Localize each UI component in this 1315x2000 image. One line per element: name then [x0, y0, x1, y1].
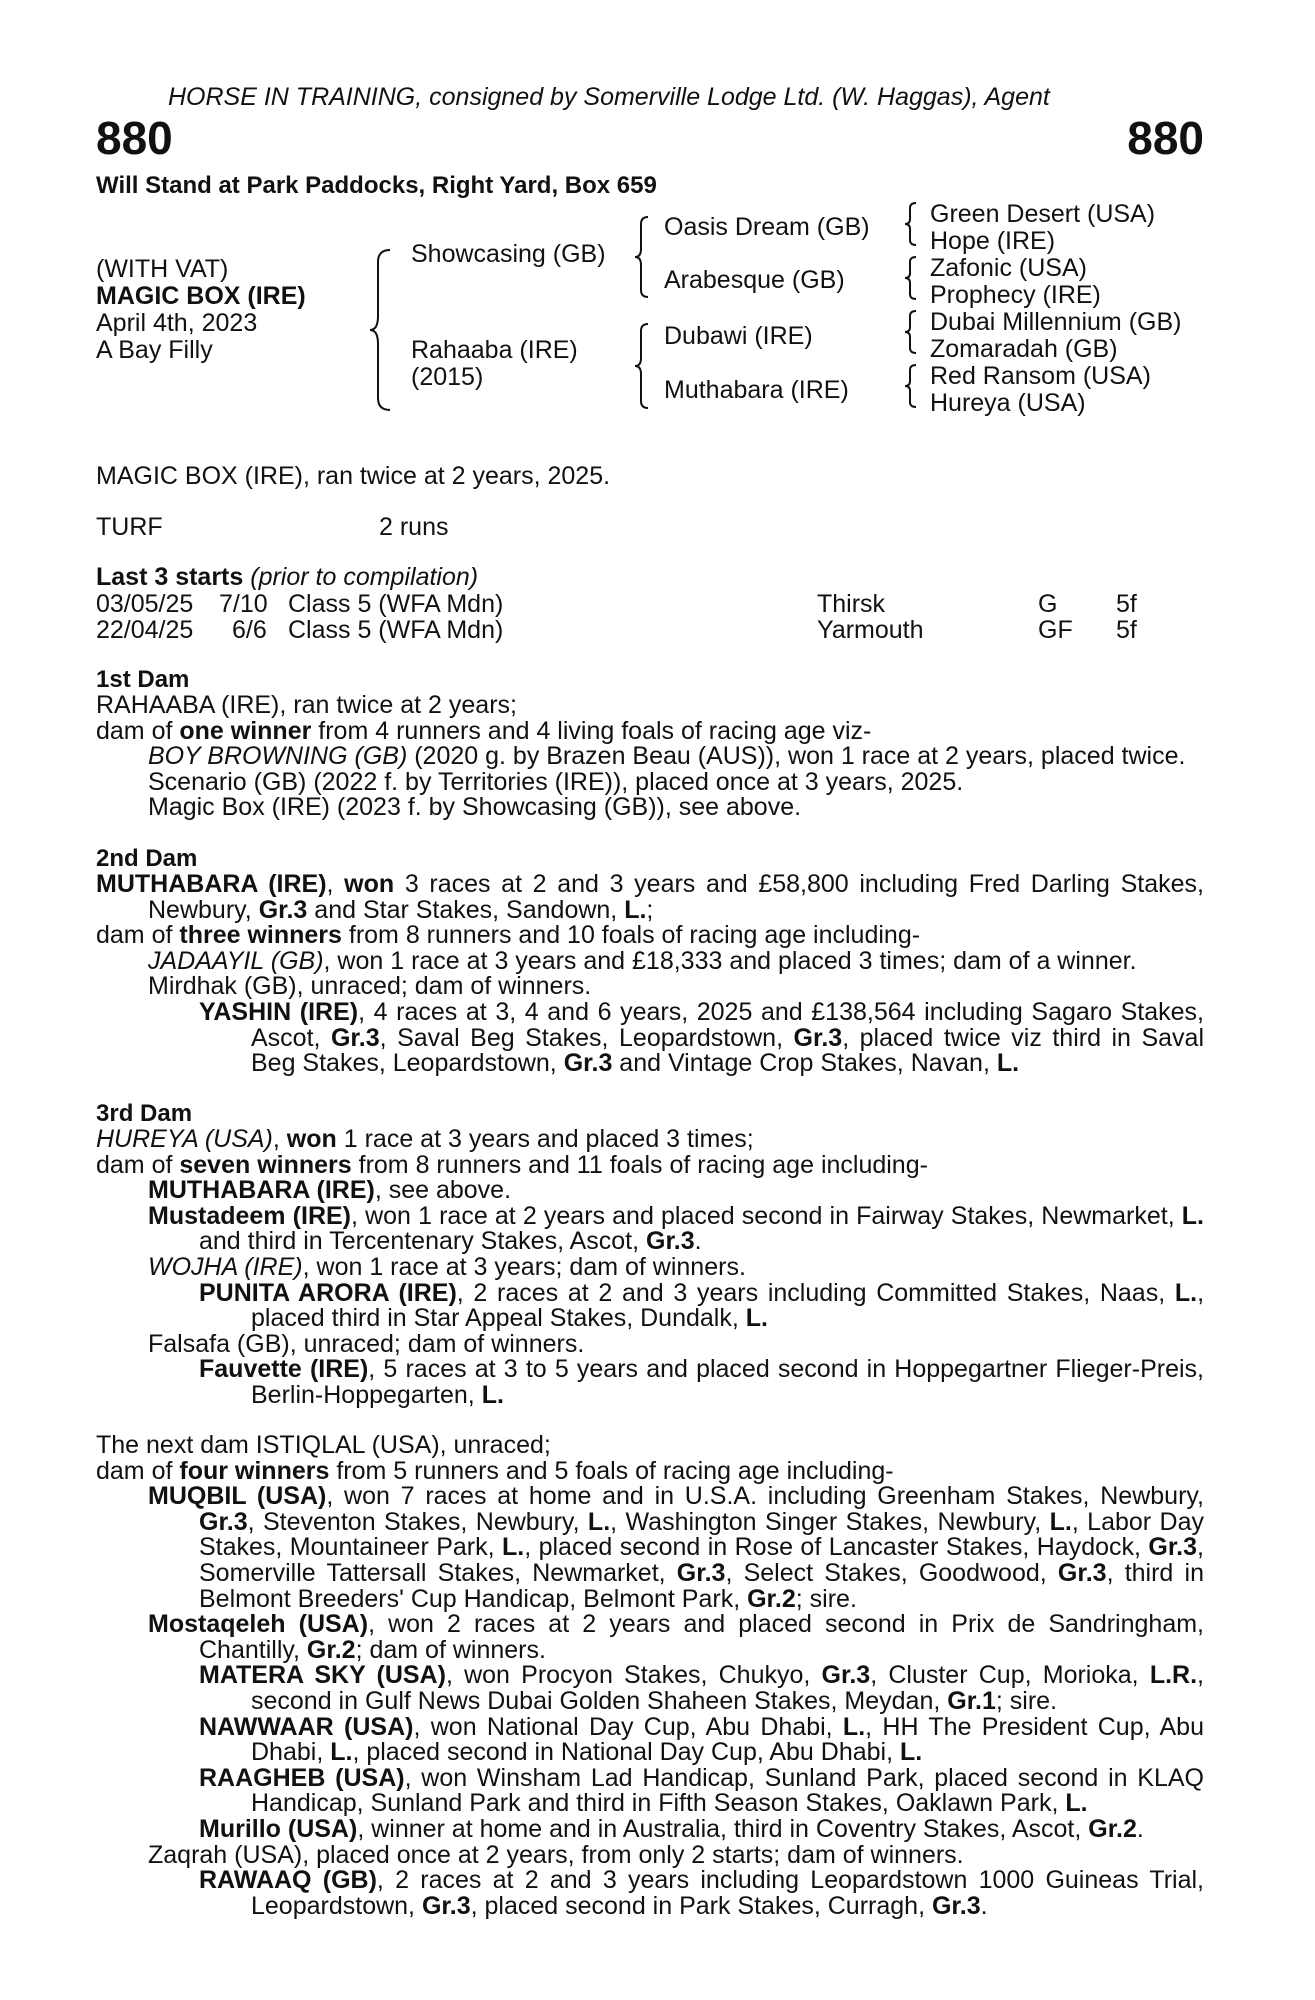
- start-date: 22/04/25: [96, 616, 194, 644]
- horse-name: MAGIC BOX (IRE): [96, 282, 306, 310]
- dam2-progeny: JADAAYIL (GB), won 1 race at 3 years and £18,333 and placed 3 times; dam of a winner.: [148, 946, 1137, 975]
- start-race: Class 5 (WFA Mdn): [288, 590, 504, 618]
- dam1-produce-intro: dam of one winner from 4 runners and 4 living foals of racing age viz-: [96, 716, 872, 745]
- next-dam-grandprogeny: Murillo (USA), winner at home and in Australia, third in Coventry Stakes, Ascot, Gr.2.: [199, 1814, 1144, 1843]
- next-dam-section: [96, 1433, 1204, 1919]
- dam1-line: RAHAABA (IRE), ran twice at 2 years;: [96, 691, 517, 719]
- last-starts-title: Last 3 starts: [96, 563, 244, 591]
- foaling-date: April 4th, 2023: [96, 309, 258, 337]
- pedigree-dam-dam: Muthabara (IRE): [664, 376, 849, 404]
- start-date: 03/05/25: [96, 590, 194, 618]
- pedigree-brace-g4-1: [904, 201, 918, 247]
- pedigree-g4-1: Green Desert (USA): [930, 200, 1156, 228]
- dam3-progeny: WOJHA (IRE), won 1 race at 3 years; dam of winners.: [148, 1252, 746, 1281]
- pedigree-sire: Showcasing (GB): [411, 240, 606, 268]
- dam3-heading: 3rd Dam: [96, 1100, 193, 1127]
- next-dam-line: The next dam ISTIQLAL (USA), unraced;: [96, 1431, 551, 1459]
- consignment-line: HORSE IN TRAINING, consigned by Somerville Lodge Ltd. (W. Haggas), Agent: [168, 83, 1050, 111]
- race-summary: MAGIC BOX (IRE), ran twice at 2 years, 2025.: [96, 462, 611, 490]
- next-dam-produce-intro: dam of four winners from 5 runners and 5 foals of racing age including-: [96, 1456, 894, 1485]
- dam3-produce-intro: dam of seven winners from 8 runners and 11 foals of racing age including-: [96, 1150, 928, 1179]
- pedigree-brace-g4-4: [904, 363, 918, 409]
- pedigree-sire-dam: Arabesque (GB): [664, 266, 845, 294]
- start-going: GF: [1038, 616, 1073, 644]
- dam2-produce-intro: dam of three winners from 8 runners and 10 foals of racing age including-: [96, 921, 921, 950]
- pedigree-brace-sire: [634, 215, 650, 299]
- next-dam-grandprogeny: NAWWAAR (USA), won National Day Cup, Abu Dhabi, L., HH The President Cup, Abu Dhabi, L., placed second in National Day Cup, Abu Dhabi, L.: [199, 1712, 1204, 1767]
- next-dam-grandprogeny: MATERA SKY (USA), won Procyon Stakes, Chukyo, Gr.3, Cluster Cup, Morioka, L.R., second in Gulf News Dubai Golden Shaheen Stakes, Meydan, Gr.1; sire.: [199, 1661, 1204, 1715]
- start-race: Class 5 (WFA Mdn): [288, 616, 504, 644]
- pedigree-dam: Rahaaba (IRE): [411, 336, 578, 364]
- lot-number-right: 880: [1127, 112, 1204, 164]
- pedigree-g4-6: Zomaradah (GB): [930, 335, 1118, 363]
- pedigree-g4-3: Zafonic (USA): [930, 254, 1087, 282]
- dam3-grandprogeny: PUNITA ARORA (IRE), 2 races at 2 and 3 years including Committed Stakes, Naas, L., placed third in Star Appeal Stakes, Dundalk, L.: [199, 1278, 1205, 1333]
- pedigree-brace-g4-2: [904, 255, 918, 301]
- dam3-section: [96, 1127, 1204, 1409]
- start-course: Thirsk: [817, 590, 886, 618]
- pedigree-dam-sire: Dubawi (IRE): [664, 322, 813, 350]
- dam2-progeny: Mirdhak (GB), unraced; dam of winners.: [148, 972, 592, 1001]
- last-starts-heading: [96, 563, 478, 592]
- next-dam-progeny: Mostaqeleh (USA), won 2 races at 2 years and placed second in Prix de Sandringham, Chantilly, Gr.2; dam of winners.: [148, 1610, 1205, 1664]
- start-distance: 5f: [1116, 590, 1137, 618]
- pedigree-g4-7: Red Ransom (USA): [930, 362, 1151, 390]
- next-dam-progeny: Zaqrah (USA), placed once at 2 years, from only 2 starts; dam of winners.: [148, 1840, 964, 1869]
- dam3-progeny: Falsafa (GB), unraced; dam of winners.: [148, 1329, 585, 1358]
- pedigree-g4-2: Hope (IRE): [930, 227, 1056, 255]
- pedigree-sire-sire: Oasis Dream (GB): [664, 213, 870, 241]
- dam1-progeny: BOY BROWNING (GB) (2020 g. by Brazen Beau (AUS)), won 1 race at 2 years, placed twice.: [148, 742, 1186, 771]
- dam2-record: MUTHABARA (IRE), won 3 races at 2 and 3 years and £58,800 including Fred Darling Stakes, Newbury, Gr.3 and Star Stakes, Sandown, L.;: [96, 870, 1204, 924]
- pedigree-g4-4: Prophecy (IRE): [930, 281, 1101, 309]
- last-starts-note: (prior to compilation): [250, 563, 479, 591]
- dam3-record: HUREYA (USA), won 1 race at 3 years and placed 3 times;: [96, 1125, 754, 1153]
- stand-location: Will Stand at Park Paddocks, Right Yard, Box 659: [96, 172, 657, 199]
- pedigree-brace-g4-3: [904, 309, 918, 355]
- dam1-section: [96, 693, 1204, 821]
- dam1-heading: 1st Dam: [96, 666, 190, 693]
- dam3-grandprogeny: Fauvette (IRE), 5 races at 3 to 5 years and placed second in Hoppegartner Flieger-Preis, Berlin-Hoppegarten, L.: [199, 1355, 1204, 1409]
- dam1-progeny: Scenario (GB) (2022 f. by Territories (IRE)), placed once at 3 years, 2025.: [148, 767, 964, 796]
- pedigree-g4-8: Hureya (USA): [930, 389, 1086, 417]
- dam3-progeny: MUTHABARA (IRE), see above.: [148, 1176, 512, 1205]
- dam1-progeny: Magic Box (IRE) (2023 f. by Showcasing (GB)), see above.: [148, 793, 802, 822]
- dam2-grandprogeny: YASHIN (IRE), 4 races at 3, 4 and 6 years, 2025 and £138,564 including Sagaro Stakes, Ascot, Gr.3, Saval Beg Stakes, Leopardstown, Gr.3, placed twice viz third in Saval Beg Stakes, Leopardstown, Gr.3 and Vintage Crop Stakes, Navan, L.: [199, 997, 1204, 1078]
- start-course: Yarmouth: [817, 616, 924, 644]
- dam2-heading: 2nd Dam: [96, 845, 198, 872]
- next-dam-progeny: MUQBIL (USA), won 7 races at home and in U.S.A. including Greenham Stakes, Newbury, Gr.3, Steventon Stakes, Newbury, L., Washington Singer Stakes, Newbury, L., Labor Day Stakes, Mountaineer Park, L., placed second in Rose of Lancaster Stakes, Haydock, Gr.3, Somerville Tattersall Stakes, Newmarket, Gr.3, Select Stakes, Goodwood, Gr.3, third in Belmont Breeders' Cup Handicap, Belmont Park, Gr.2; sire.: [148, 1482, 1204, 1613]
- lot-number-left: 880: [96, 112, 173, 164]
- record-surface: TURF: [96, 513, 163, 541]
- start-position: 7/10: [219, 590, 268, 618]
- pedigree-dam-year: (2015): [411, 363, 484, 391]
- pedigree-g4-5: Dubai Millennium (GB): [930, 308, 1182, 336]
- dam3-progeny: Mustadeem (IRE), won 1 race at 2 years and placed second in Fairway Stakes, Newmarket, L. and third in Tercentenary Stakes, Ascot, Gr.3.: [148, 1201, 1204, 1256]
- pedigree-brace-dam: [634, 322, 650, 410]
- start-distance: 5f: [1116, 616, 1137, 644]
- next-dam-grandprogeny: RAAGHEB (USA), won Winsham Lad Handicap, Sunland Park, placed second in KLAQ Handicap, Sunland Park and third in Fifth Season Stakes, Oaklawn Park, L.: [199, 1763, 1204, 1818]
- vat-note: (WITH VAT): [96, 255, 229, 283]
- record-runs: 2 runs: [379, 513, 449, 541]
- dam2-section: [96, 872, 1204, 1077]
- horse-description: A Bay Filly: [96, 336, 213, 364]
- start-going: G: [1038, 590, 1058, 618]
- start-position: 6/6: [232, 616, 267, 644]
- pedigree-brace-main: [368, 248, 392, 412]
- next-dam-grandprogeny: RAWAAQ (GB), 2 races at 2 and 3 years including Leopardstown 1000 Guineas Trial, Leopardstown, Gr.3, placed second in Park Stakes, Curragh, Gr.3.: [199, 1866, 1204, 1920]
